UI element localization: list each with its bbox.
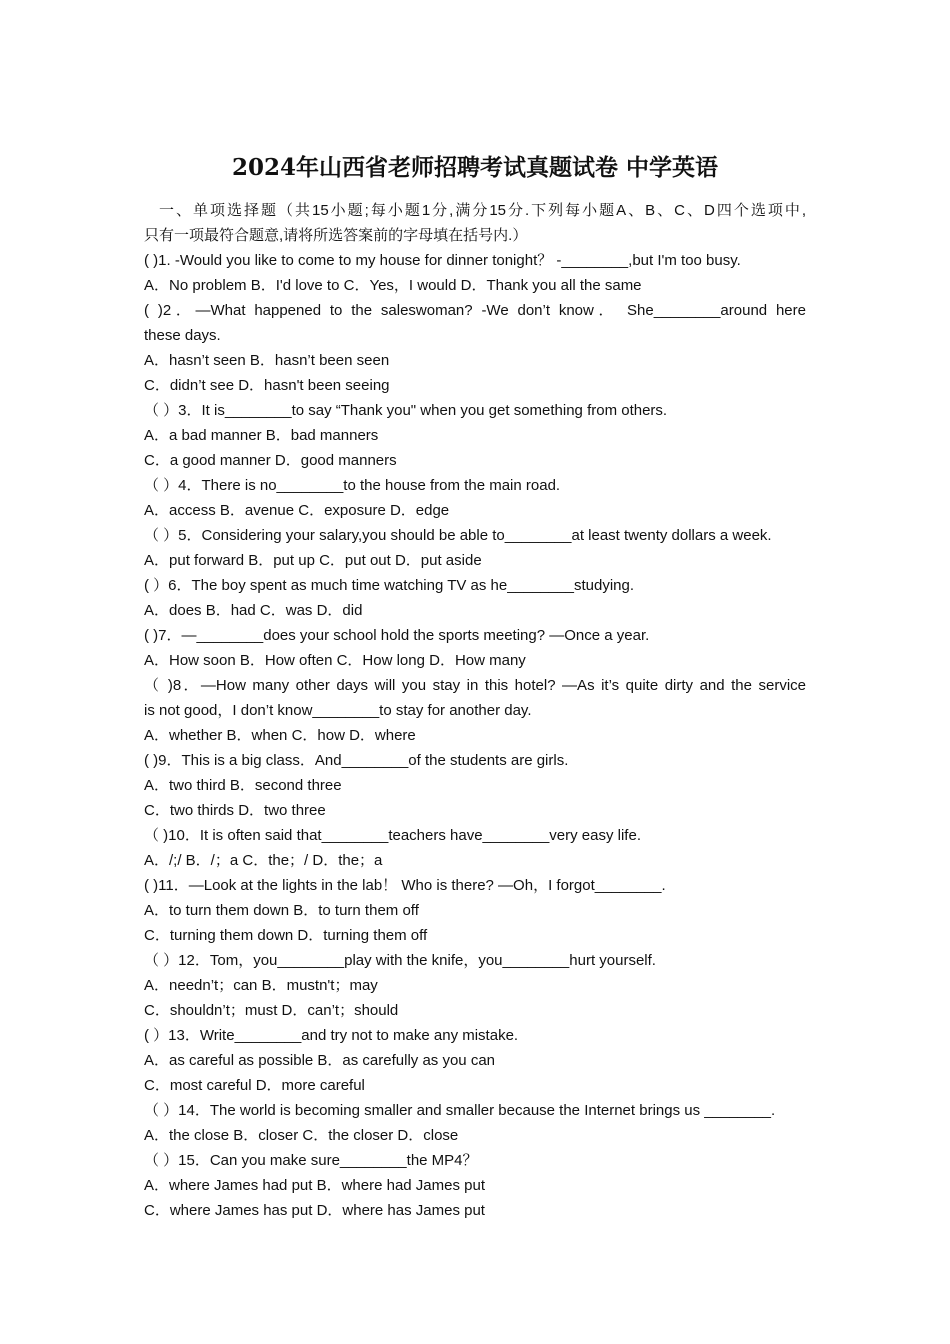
- question-2-continued: these days.: [144, 327, 221, 344]
- question-2-options-cd: C．didn’t see D．hasn't been seeing: [144, 377, 390, 394]
- question-13: ( ）13．Write________and try not to make any mistake.: [144, 1027, 519, 1044]
- question-6: ( ）6．The boy spent as much time watching TV as he________studying.: [144, 577, 634, 594]
- question-10: （ )10．It is often said that________teachers have________very easy life.: [144, 827, 641, 844]
- question-15-options-cd: C．where James has put D．where has James put: [144, 1202, 485, 1219]
- question-14: （ ）14．The world is becoming smaller and smaller because the Internet brings us ________.: [144, 1102, 776, 1119]
- question-14-options: A．the close B．closer C．the closer D．close: [144, 1127, 459, 1144]
- question-3: （ ）3．It is________to say “Thank you" when you get something from others.: [144, 402, 668, 419]
- question-2-options-ab: A．hasn’t seen B．hasn’t been seen: [144, 352, 390, 369]
- question-15: （ ）15．Can you make sure________the MP4？: [144, 1152, 478, 1169]
- section-heading-line-1: 一、单项选择题（共15小题;每小题1分,满分15分.下列每小题A、B、C、D四个选项中,: [159, 202, 806, 219]
- document-title: 2024年山西省老师招聘考试真题试卷 中学英语: [231, 154, 719, 181]
- question-3-options-cd: C．a good manner D．good manners: [144, 452, 397, 469]
- question-9-options-cd: C．two thirds D．two three: [144, 802, 326, 819]
- question-7: ( )7．—________does your school hold the sports meeting? —Once a year.: [144, 627, 650, 644]
- question-11-options-cd: C．turning them down D．turning them off: [144, 927, 428, 944]
- question-3-options-ab: A．a bad manner B．bad manners: [144, 427, 379, 444]
- question-12: （ ）12．Tom，you________play with the knife，you________hurt yourself.: [144, 952, 656, 969]
- question-5-options: A．put forward B．put up C．put out D．put aside: [144, 552, 482, 569]
- question-2: ( )2．—What happened to the saleswoman? -We don’t know． She________around here: [144, 302, 806, 319]
- question-13-options-cd: C．most careful D．more careful: [144, 1077, 365, 1094]
- question-7-options: A．How soon B．How often C．How long D．How many: [144, 652, 526, 669]
- question-13-options-ab: A．as careful as possible B．as carefully as you can: [144, 1052, 495, 1069]
- question-4-options: A．access B．avenue C．exposure D．edge: [144, 502, 450, 519]
- question-4: （ ）4．There is no________to the house from the main road.: [144, 477, 561, 494]
- question-10-options: A．/;/ B．/；a C．the；/ D．the；a: [144, 852, 383, 869]
- question-6-options: A．does B．had C．was D．did: [144, 602, 363, 619]
- question-11: ( )11．—Look at the lights in the lab！ Who is there? —Oh，I forgot________.: [144, 877, 666, 894]
- question-15-options-ab: A．where James had put B．where had James put: [144, 1177, 486, 1194]
- question-1-options: A．No problem B．I'd love to C．Yes，I would D．Thank you all the same: [144, 277, 642, 294]
- section-heading-line-2: 只有一项最符合题意,请将所选答案前的字母填在括号内.）: [144, 227, 528, 244]
- document-body: [144, 198, 806, 1223]
- question-9: ( )9．This is a big class．And________of the students are girls.: [144, 752, 569, 769]
- question-1: ( )1. -Would you like to come to my house for dinner tonight？ -________,but I'm too busy.: [144, 252, 741, 269]
- question-12-options-cd: C．shouldn’t；must D．can’t；should: [144, 1002, 399, 1019]
- question-8-continued: is not good，I don’t know________to stay for another day.: [144, 702, 532, 719]
- question-11-options-ab: A．to turn them down B．to turn them off: [144, 902, 419, 919]
- question-9-options-ab: A．two third B．second three: [144, 777, 342, 794]
- question-5: （ ）5．Considering your salary,you should be able to________at least twenty dollars a week.: [144, 527, 772, 544]
- question-12-options-ab: A．needn’t；can B．mustn't；may: [144, 977, 378, 994]
- question-8: （ )8．—How many other days will you stay in this hotel? —As it’s quite dirty and the service: [144, 677, 806, 694]
- question-8-options: A．whether B．when C．how D．where: [144, 727, 416, 744]
